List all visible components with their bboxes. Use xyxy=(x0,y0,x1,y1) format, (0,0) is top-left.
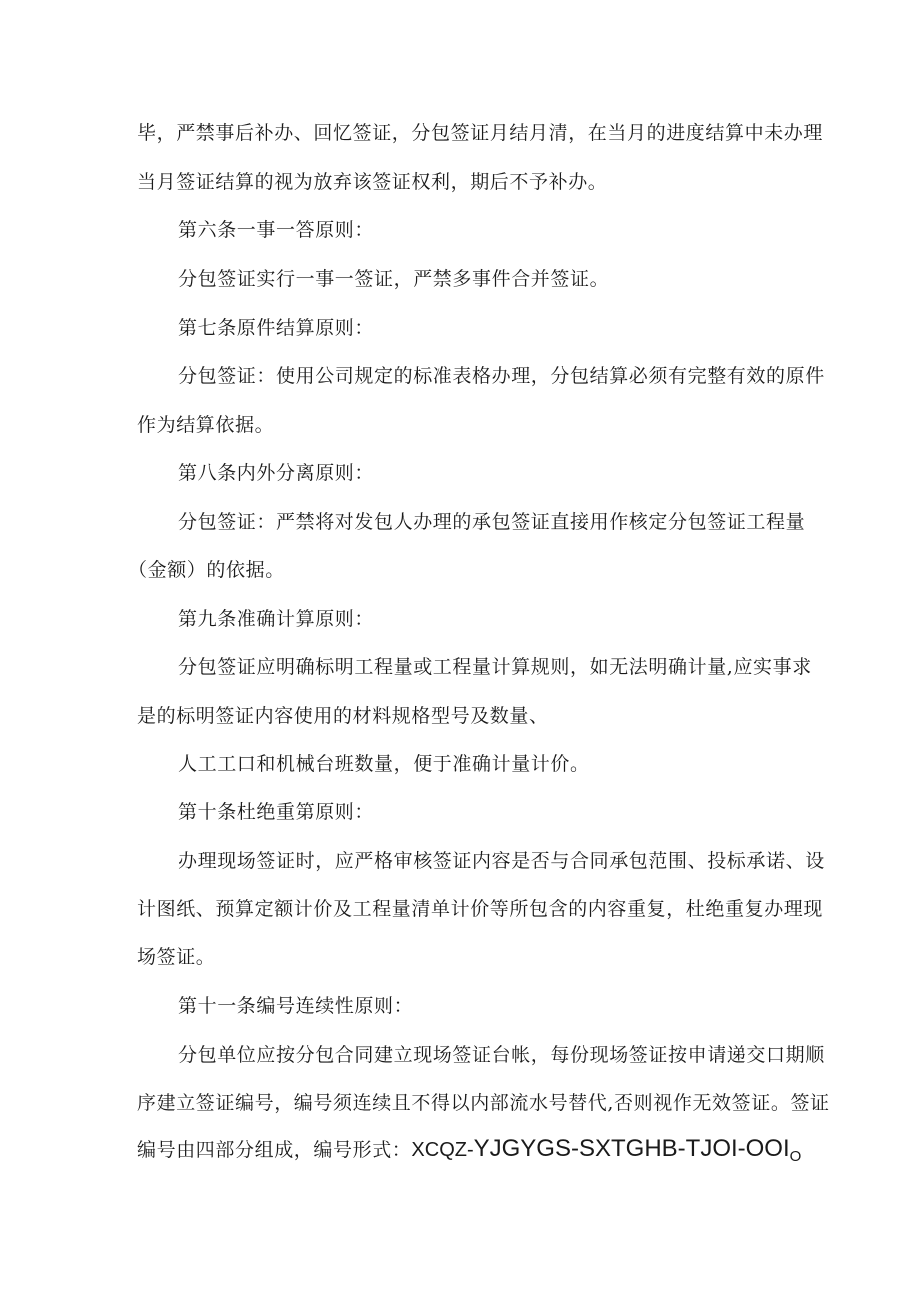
text-line: 序建立签证编号，编号须连续且不得以内部流水号替代,否则视作无效签证。签证 xyxy=(137,1092,830,1114)
code-format-line xyxy=(137,1137,802,1164)
article-heading-7: 第七条原件结算原则： xyxy=(178,317,375,339)
text-line: 作为结算依据。 xyxy=(137,414,275,436)
code-format-prefix: 编号由四部分组成，编号形式： xyxy=(137,1139,412,1161)
article-heading-6: 第六条一事一答原则： xyxy=(178,219,375,241)
text-line: 是的标明签证内容使用的材料规格型号及数量、 xyxy=(137,705,549,727)
text-line: 毕，严禁事后补办、回忆签证，分包签证月结月清，在当月的进度结算中未办理 xyxy=(137,122,824,144)
text-line: 当月签证结算的视为放弃该签证权利，期后不予补办。 xyxy=(137,171,608,193)
text-line: 计图纸、预算定额计价及工程量清单计价等所包含的内容重复，杜绝重复办理现 xyxy=(137,898,824,920)
text-line: 分包签证实行一事一签证，严禁多事件合并签证。 xyxy=(178,268,610,290)
text-line: 分包签证：使用公司规定的标准表格办理，分包结算必须有完整有效的原件 xyxy=(178,365,825,387)
article-heading-8: 第八条内外分离原则： xyxy=(178,462,375,484)
text-line: 场签证。 xyxy=(137,946,216,968)
article-heading-9: 第九条准确计算原则： xyxy=(178,608,375,630)
code-format-subscript: O xyxy=(789,1148,802,1165)
code-format-small: XCQZ- xyxy=(411,1139,474,1161)
text-line: （金额）的依据。 xyxy=(128,559,285,581)
text-line: 办理现场签证时，应严格审核签证内容是否与合同承包范围、投标承诺、设 xyxy=(178,850,825,872)
code-format-main: YJGYGS-SXTGHB-TJOI-OOI xyxy=(473,1135,790,1162)
text-line: 分包单位应按分包合同建立现场签证台帐，每份现场签证按申请递交口期顺 xyxy=(178,1044,825,1066)
article-heading-11: 第十一条编号连续性原则： xyxy=(178,995,414,1017)
text-line: 人工工口和机械台班数量，便于准确计量计价。 xyxy=(178,753,590,775)
text-line: 分包签证应明确标明工程量或工程量计算规则，如无法明确计量,应实事求 xyxy=(178,656,812,678)
text-line: 分包签证：严禁将对发包人办理的承包签证直接用作核定分包签证工程量 xyxy=(178,511,806,533)
article-heading-10: 第十条杜绝重第原则： xyxy=(178,801,375,823)
